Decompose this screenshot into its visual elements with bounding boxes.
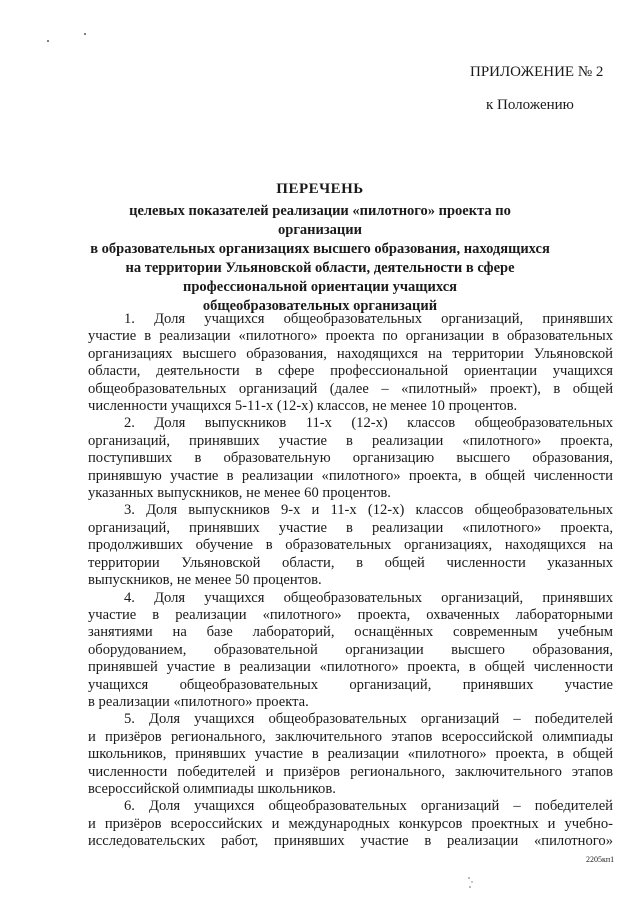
item-line: организаций, принявших участие в реализации «пилотного» проекта,: [88, 432, 613, 449]
item-line: продолживших обучение в образовательных организациях, находящихся на: [88, 537, 613, 554]
item-line: численности победителей и призёров регионального, заключительного этапов: [88, 763, 613, 780]
indicator-item-5: [88, 711, 613, 798]
item-line: 3. Доля выпускников 9-х и 11-х (12-х) классов общеобразовательных: [124, 502, 613, 519]
item-line: и призёров регионального, заключительного этапов всероссийской олимпиады: [88, 728, 613, 745]
item-line: в реализации «пилотного» проекта.: [88, 693, 309, 710]
item-line: области, деятельности в сфере профессиональной ориентации учащихся: [88, 363, 613, 380]
indicator-item-3: [88, 502, 613, 589]
item-line: 4. Доля учащихся общеобразовательных организаций, принявших: [124, 589, 613, 606]
heading-line: профессиональной ориентации учащихся: [183, 279, 457, 295]
item-line: указанных выпускников, не менее 60 процентов.: [88, 485, 391, 502]
indicator-item-1: [88, 311, 613, 415]
regulation-reference: к Положению: [486, 97, 574, 113]
document-title: ПЕРЕЧЕНЬ: [276, 181, 364, 197]
item-line: общеобразовательных организаций (далее – «пилотный» проект), в общей: [88, 380, 613, 397]
item-line: 1. Доля учащихся общеобразовательных организаций, принявших: [124, 311, 613, 327]
item-line: оборудованием, образовательной организации высшего образования,: [88, 641, 613, 658]
heading-line: общеобразовательных организаций: [202, 298, 438, 314]
item-line: и призёров всероссийских и международных конкурсов проектных и учебно-: [88, 815, 613, 832]
indicator-item-2: [88, 415, 613, 502]
scan-speck: [47, 40, 49, 42]
item-line: территории Ульяновской области, в общей численности указанных: [88, 554, 613, 571]
item-line: учащихся общеобразовательных организаций, принявших участие: [88, 676, 613, 693]
heading-line: на территории Ульяновской области, деятельности в сфере: [125, 260, 515, 276]
item-line: школьников, принявших участие в реализации «пилотного» проекта, в общей: [88, 746, 613, 763]
item-line: исследовательских работ, принявших участие в реализации «пилотного»: [88, 833, 613, 850]
item-line: принявшую участие в реализации «пилотного» проекта, в общей численности: [88, 467, 613, 484]
indicator-item-6: [88, 798, 613, 850]
heading-line: целевых показателей реализации «пилотного» проекта по организации: [129, 203, 511, 238]
indicator-list: [88, 311, 613, 851]
item-line: 5. Доля учащихся общеобразовательных организаций – победителей: [124, 711, 613, 728]
indicator-item-4: [88, 590, 613, 712]
page-code: 2205кп1: [586, 855, 615, 864]
item-line: выпускников, не менее 50 процентов.: [88, 572, 322, 589]
item-line: занятиями на базе лабораторий, оснащённых современным учебным: [88, 624, 613, 641]
item-line: участие в реализации «пилотного» проекта, охваченных лабораторными: [88, 606, 613, 623]
item-line: 2. Доля выпускников 11-х (12-х) классов общеобразовательных: [124, 415, 613, 432]
item-line: 6. Доля учащихся общеобразовательных организаций – победителей: [124, 798, 613, 815]
scan-mark: [467, 876, 475, 890]
item-line: численности учащихся 5-11-х (12-х) классов, не менее 10 процентов.: [88, 398, 518, 415]
document-heading: [90, 180, 550, 316]
item-line: всероссийской олимпиады школьников.: [88, 780, 336, 797]
heading-line: в образовательных организациях высшего образования, находящихся: [90, 241, 550, 257]
item-line: принявшей участие в реализации «пилотного» проекта, в общей численности: [88, 659, 613, 676]
item-line: поступивших в образовательную организацию высшего образования,: [88, 450, 613, 467]
scan-speck: [84, 33, 86, 35]
item-line: организаций, принявших участие в реализации «пилотного» проекта,: [88, 519, 613, 536]
item-line: участие в реализации «пилотного» проекта по организации в образовательных: [88, 328, 613, 345]
appendix-label: ПРИЛОЖЕНИЕ № 2: [470, 64, 604, 80]
item-line: организациях высшего образования, находящихся на территории Ульяновской: [88, 345, 613, 362]
